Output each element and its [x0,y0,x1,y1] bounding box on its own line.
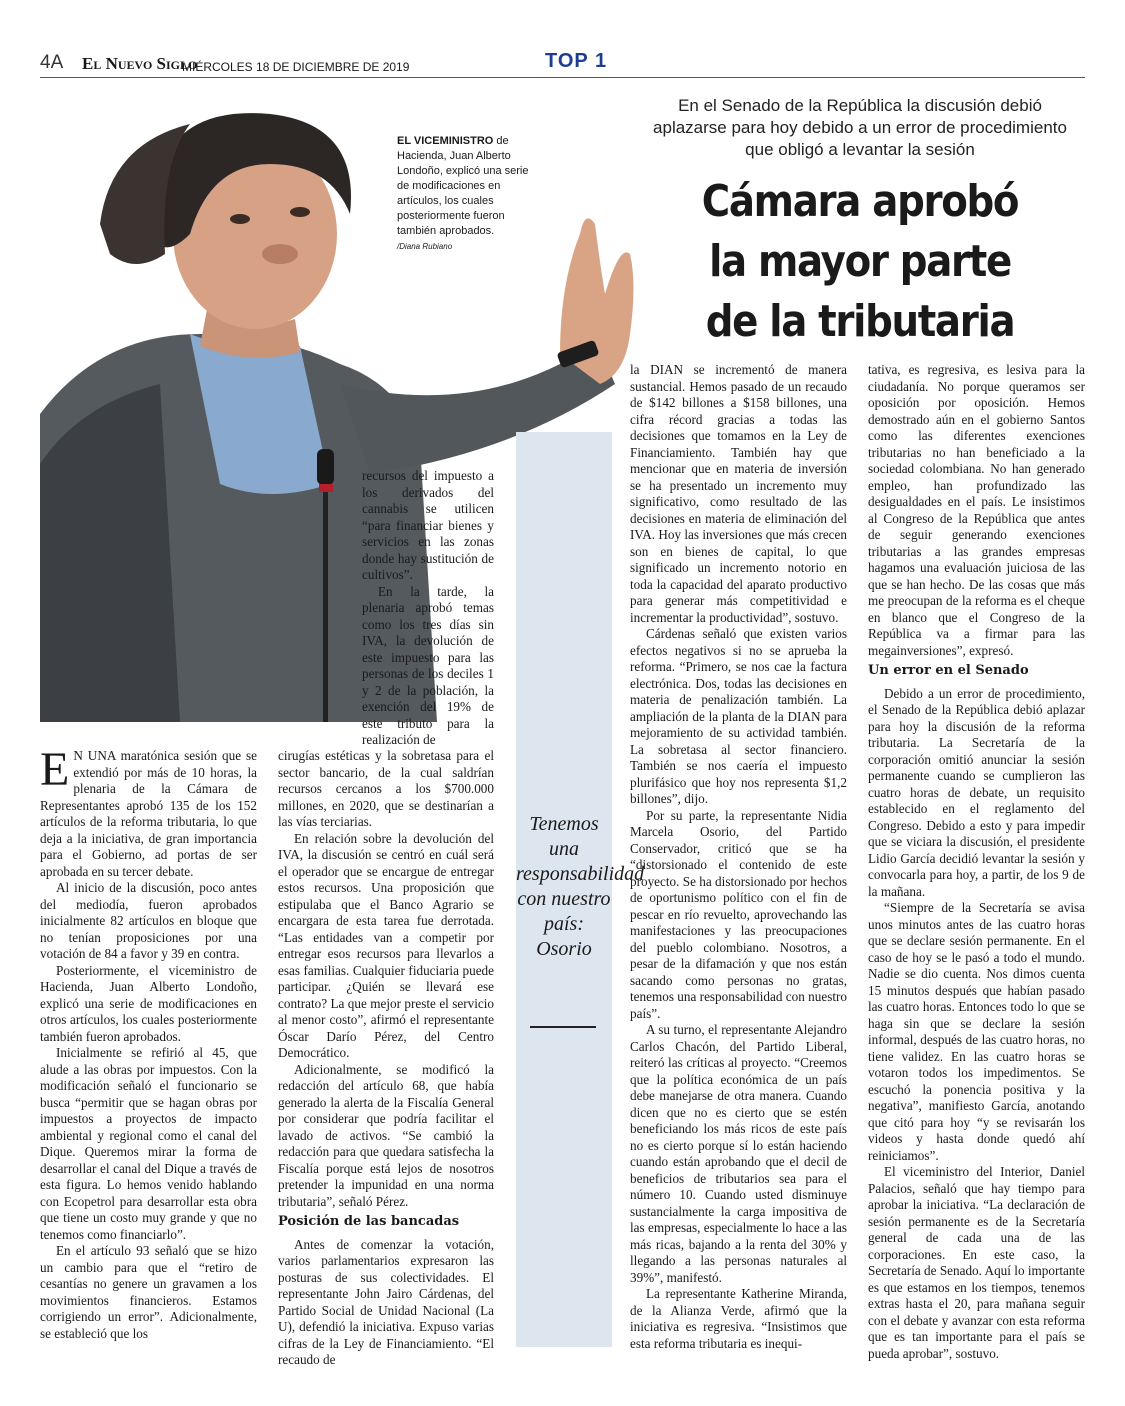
section-label: TOP 1 [545,50,608,72]
photo-caption [397,134,532,239]
article-column-2 [278,748,494,1369]
header-rule [40,77,1085,78]
article-headline [666,172,1053,352]
paragraph: Debido a un error de procedimiento, el Senado de la República debió aplazar para hoy la discusión de la reforma tributaria. La Secretaría de la corporación omitió anunciar la sesión permanente cuando se cumplieron las cuatro horas de debate, un requisito establecido en el reglamento del Congreso. Debido a esto y para impedir que se viciara la discusión, el presidente Lidio García decidió levantar la sesión y convocarla para hoy, a partir, de los 9 de la mañana. [868,685,1085,899]
paragraph: Al inicio de la discusión, poco antes del mediodía, fueron aprobados inicialmente 82 artículos en bloque que no tenían proposiciones por una votación de 84 a favor y 39 en contra. [40,880,257,961]
paragraph: Posteriormente, el viceministro de Hacienda, Juan Alberto Londoño, explicó una serie de modificaciones en otros artículos, los cuales posteriormente también fueron aprobados. [40,962,257,1044]
paragraph: Inicialmente se refirió al 45, que alude a las obras por impuestos. Con la modificación señaló el funcionario se busca “permitir que se hagan obras por impuestos a proyectos de impacto ambiental y regional como el canal del Dique. Queremos mirar la forma de desarrollar el canal del Dique a través de esta figura. Lo hemos venido hablando con Ecopetrol para desarrollar esta obra que tiene un costo muy grande y que no tenemos como financiarlo”. [40,1045,257,1242]
article-deck: En el Senado de la República la discusión debió aplazarse para hoy debido a un error de procedimiento que obligó a levantar la sesión [653,96,1067,159]
issue-date: MIÉRCOLES 18 DE DICIEMBRE DE 2019 [182,60,410,74]
pull-quote-rule [530,1026,596,1028]
paragraph: Antes de comenzar la votación, varios parlamentarios expresaron las posturas de sus colectividades. El representante John Jairo Cárdenas, del Partido Social de Unidad Nacional (La U), defendió la iniciativa. Expuso varias cifras de la Ley de Financiamiento. “El recaudo de [278,1236,494,1367]
paragraph: En relación sobre la devolución del IVA, la discusión se centró en cuál será el operador que se encargue de entregar estos recursos. Una proposición que estipulaba que el Banco Agrario se encargara de esta tarea fue derrotada. “Las entidades van a competir por entregar esos recursos para llevarlos a esas familias. Cualquier fiduciaria puede participar. ¿Quién se llevará ese contrato? La que mejor preste el servicio al menor costo”, afirmó el representante Óscar Darío Pérez, del Centro Democrático. [278,830,494,1060]
article-column-2-top [362,468,494,749]
paragraph: Cárdenas señaló que existen varios efectos negativos si no se aprueba la reforma. “Primero, se nos cae la factura electrónica. Dos, todas las decisiones en materia de penalización también. La ampliación de la planta de la DIAN para mejoramiento de su actividad también. La sobretasa al sector financiero. También se nos caería el impuesto plurifásico que hoy nos representa $1,2 billones”, dijo. [630,626,847,806]
paragraph: la DIAN se incrementó de manera sustancial. Hemos pasado de un recaudo de $142 billones a $158 billones, una cifra récord gracias a todas las decisiones que tomamos en la Ley de Financiamiento. También hay que mencionar que en materia de inversión se ha presentado un incremento muy significativo, como resultado de las decisiones en materia de eliminación del IVA. Hoy las inversiones que más crecen son en bienes de capital, lo que significado un incremento notorio en toda la capacidad del aparato productivo para generar más competitividad e incrementar la productividad”, sostuvo. [630,362,847,625]
paragraph: En el artículo 93 señaló que se hizo un cambio para que el “retiro de cesantías no genere un gravamen a los movimientos financieros. Estamos corrigiendo un error”. Adicionalmente, se estableció que los [40,1243,257,1341]
paragraph: tativa, es regresiva, es lesiva para la ciudadanía. No porque queramos ser oposición por oposición. Hemos demostrado aún en el gobierno Santos como las diferentes exenciones tributarias no han beneficiado a la sociedad colombiana. No han generado empleo, han profundizado las desigualdades en el país. Le insistimos al Congreso de la República que antes de seguir generando exenciones tributarias a las grandes empresas hagamos una evaluación juiciosa de las que se han hecho. De las cosas que más me preocupan de la reforma es el cheque en blanco que el Congreso de la República va a firmar para las megainversiones”, expresó. [868,362,1085,658]
drop-cap: E [40,743,70,796]
masthead-logo: El Nuevo Siglo [82,54,198,73]
subhead: Un error en el Senado [868,663,1029,678]
paragraph: Por su parte, la representante Nidia Marcela Osorio, del Partido Conservador, criticó que se ha “distorsionado el contenido de este proyecto. Se ha distorsionado por hechos de oportunismo político con el fin de pescar en río revuelto, aprovechando las manifestaciones y las preocupaciones del pueblo colombiano. Nosotros, a pesar de la difamación y que nos están sacando como personas no gratas, tenemos una responsabilidad con nuestro país”. [630,807,847,1021]
page-number: 4A [40,52,64,73]
paragraph: “Siempre de la Secretaría se avisa unos minutos antes de las cuatro horas que se declare sesión permanente. En el caso de hoy se le pasó a todo el mundo. Nadie se dio cuenta. Nos dimos cuenta 15 minutos después que habían pasado las cuatro horas. Entonces todo lo que se haga sin que se declare la sesión informal, después de las cuatro horas, no tiene validez. En las cuatro horas se votaron todos los impedimentos. Se escuchó la ponencia positiva y la negativa”, manifiesto García, anotando que citó para hoy “y se revisarán los videos y hasta donde quedó ahí reiniciamos”. [868,900,1085,1163]
paragraph: La representante Katherine Miranda, de la Alianza Verde, afirmó que la iniciativa es regresiva. “Insistimos que esta reforma tributaria es inequi- [630,1286,847,1351]
paragraph: Adicionalmente, se modificó la redacción del artículo 68, que había generado la alerta de la Fiscalía General por considerar que podría facilitar el lavado de activos. “Se cambió la redacción para que quedara satisfecha la Fiscalía porque está lejos de nosotros pretender la impunidad en una norma tributaria”, señaló Pérez. [278,1061,494,1209]
photo-credit: /Diana Rubiano [397,242,453,251]
caption-text: de Hacienda, Juan Alberto Londoño, explicó una serie de modificaciones en artículos, los cuales posteriormente fueron también aprobados. [397,135,529,237]
headline-line-3: de la tributaria [705,296,1015,347]
subhead: Posición de las bancadas [278,1214,460,1229]
pull-quote: Tenemos una responsabilidad con nuestro país: Osorio [516,813,645,960]
article-column-4 [868,362,1085,1362]
headline-line-1: Cámara aprobó [701,176,1019,227]
paragraph: A su turno, el representante Alejandro Carlos Chacón, del Partido Liberal, reiteró las críticas al proyecto. “Creemos que la política económica de un país debe manejarse de otra manera. Cuando dicen que no es cierto que se estén beneficiando los más ricos de este país no es cierto porque sí lo están haciendo cuando están aprobando que el decil de beneficios de tributarios sea para el número 10. Cuando usted disminuye sustancialmente la carga impositiva de las empresas, especialmente lo hace a las más ricas, bajando a la renta del 30% y llegando a las personas naturales al 39%”, manifestó. [630,1022,847,1285]
paragraph: El viceministro del Interior, Daniel Palacios, señaló que hay tiempo para aprobar la iniciativa. “La declaración de sesión permanente es de la Secretaría general de cada una de las corporaciones. En este caso, la Secretaría de Senado. Aquí lo importante es que estamos en los tiempos, tenemos extras hasta el 20, para mañana seguir con el debate y avanzar con esta reforma que es tan importante para el país se pueda aprobar”, sostuvo. [868,1164,1085,1361]
caption-lead: EL VICEMINISTRO [397,135,494,147]
article-column-1 [40,743,257,1342]
paragraph: recursos del impuesto a los derivados del cannabis se utilicen “para financiar bienes y servicios en las zonas donde hay sustitución de cultivos”. [362,468,494,582]
article-column-3 [630,362,847,1352]
paragraph: N UNA maratónica sesión que se extendió por más de 10 horas, la plenaria de la Cámara de Representantes aprobó 135 de los 152 artículos de la reforma tributaria, lo que deja a la iniciativa, de gran importancia para el Gobierno, ad portas de ser aprobada en su tercer debate. [40,748,257,879]
paragraph: En la tarde, la plenaria aprobó temas como los tres días sin IVA, la devolución de este impuesto para las personas de los deciles 1 y 2 de la población, la exención del 19% de este tributo para la realización de [362,583,494,747]
paragraph: cirugías estéticas y la sobretasa para el sector bancario, de la cual saldrían recursos cercanos a los $700.000 millones, en 2020, que se destinarían a las vías terciarias. [278,748,494,829]
headline-line-2: la mayor parte [709,236,1011,287]
